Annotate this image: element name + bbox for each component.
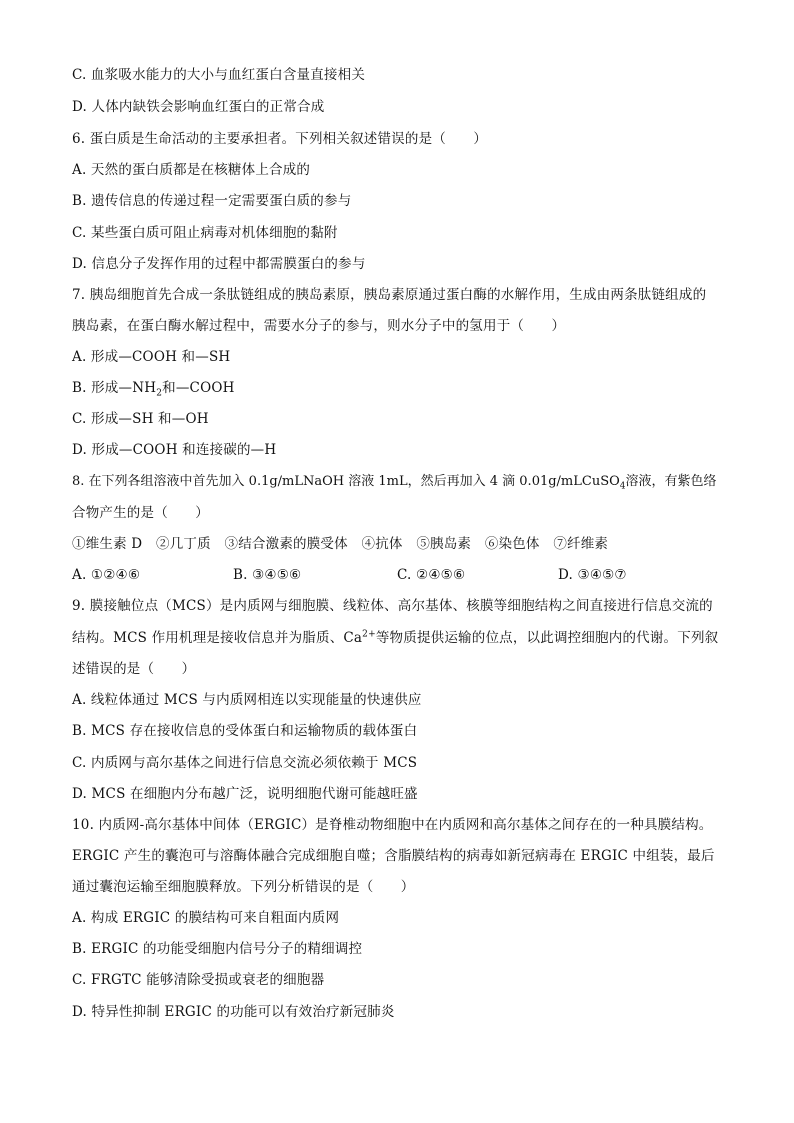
q5-option-d: D. 人体内缺铁会影响血红蛋白的正常合成 — [72, 99, 325, 115]
q9-stem-line3: 述错误的是（ ） — [72, 661, 196, 677]
q7-option-c: C. 形成—SH 和—OH — [72, 411, 209, 427]
q9-stem-superscript: 2+ — [362, 629, 376, 640]
q8-stem-subscript: 4 — [619, 481, 626, 492]
q5-option-c: C. 血浆吸水能力的大小与血红蛋白含量直接相关 — [72, 67, 366, 83]
q6-option-b: B. 遗传信息的传递过程一定需要蛋白质的参与 — [72, 193, 352, 209]
q10-option-a: A. 构成 ERGIC 的膜结构可来自粗面内质网 — [72, 910, 340, 926]
q6-stem: 6. 蛋白质是生命活动的主要承担者。下列相关叙述错误的是（ ） — [72, 131, 488, 147]
q8-stem-line1 — [72, 473, 717, 491]
q7-option-b-text: B. 形成—NH — [72, 380, 157, 396]
q9-option-c: C. 内质网与高尔基体之间进行信息交流必须依赖于 MCS — [72, 755, 418, 771]
q6-option-c: C. 某些蛋白质可阻止病毒对机体细胞的黏附 — [72, 225, 338, 241]
q9-stem-text-end: 等物质提供运输的位点，以此调控细胞内的代谢。下列叙 — [375, 630, 719, 646]
q10-stem-line2: ERGIC 产生的囊泡可与溶酶体融合完成细胞自噬；含脂膜结构的病毒如新冠病毒在 ERGIC 中组装，最后 — [72, 848, 715, 864]
q10-option-b: B. ERGIC 的功能受细胞内信号分子的精细调控 — [72, 941, 363, 957]
q9-option-d: D. MCS 在细胞内分布越广泛，说明细胞代谢可能越旺盛 — [72, 786, 418, 802]
q8-option-a: A. ①②④⑥ — [72, 567, 141, 583]
q9-stem-line1: 9. 膜接触位点（MCS）是内质网与细胞膜、线粒体、高尔基体、核膜等细胞结构之间直接进行信息交流的 — [72, 598, 713, 614]
q9-stem-line2 — [72, 629, 718, 647]
q8-option-c: C. ②④⑤⑥ — [397, 567, 466, 583]
q10-option-c: C. FRGTC 能够清除受损或衰老的细胞器 — [72, 972, 325, 988]
q7-option-b — [72, 379, 235, 397]
q7-stem-line2: 胰岛素，在蛋白酶水解过程中，需要水分子的参与，则水分子中的氢用于（ ） — [72, 318, 566, 334]
q8-option-b: B. ③④⑤⑥ — [233, 567, 302, 583]
q7-option-b-text-end: 和—COOH — [162, 380, 235, 396]
q8-stem-text-end: 溶液，有紫色络 — [625, 474, 717, 489]
q6-option-d: D. 信息分子发挥作用的过程中都需膜蛋白的参与 — [72, 256, 366, 272]
q9-option-b: B. MCS 存在接收信息的受体蛋白和运输物质的载体蛋白 — [72, 723, 418, 739]
q8-stem-text: 8. 在下列各组溶液中首先加入 0.1g/mLNaOH 溶液 1mL，然后再加入 4 滴 0.01g/mLCuSO — [72, 474, 620, 489]
q7-option-a: A. 形成—COOH 和—SH — [72, 349, 231, 365]
q9-option-a: A. 线粒体通过 MCS 与内质网相连以实现能量的快速供应 — [72, 692, 422, 708]
q8-stem-line2: 合物产生的是（ ） — [72, 505, 209, 521]
q10-stem-line1: 10. 内质网-高尔基体中间体（ERGIC）是脊椎动物细胞中在内质网和高尔基体之间存在的一种具膜结构。 — [72, 817, 713, 833]
q7-option-b-subscript: 2 — [156, 388, 163, 399]
q10-stem-line3: 通过囊泡运输至细胞膜释放。下列分析错误的是（ ） — [72, 879, 415, 895]
q7-stem-line1: 7. 胰岛细胞首先合成一条肽链组成的胰岛素原，胰岛素原通过蛋白酶的水解作用，生成由两条肽链组成的 — [72, 287, 707, 303]
q10-option-d: D. 特异性抑制 ERGIC 的功能可以有效治疗新冠肺炎 — [72, 1004, 395, 1020]
q7-option-d: D. 形成—COOH 和连接碳的—H — [72, 442, 277, 458]
q9-stem-text: 结构。MCS 作用机理是接收信息并为脂质、Ca — [72, 630, 363, 646]
q8-items: ①维生素 D ②几丁质 ③结合激素的膜受体 ④抗体 ⑤胰岛素 ⑥染色体 ⑦纤维素 — [72, 536, 609, 552]
q8-option-d: D. ③④⑤⑦ — [558, 567, 627, 583]
q6-option-a: A. 天然的蛋白质都是在核糖体上合成的 — [72, 162, 311, 178]
